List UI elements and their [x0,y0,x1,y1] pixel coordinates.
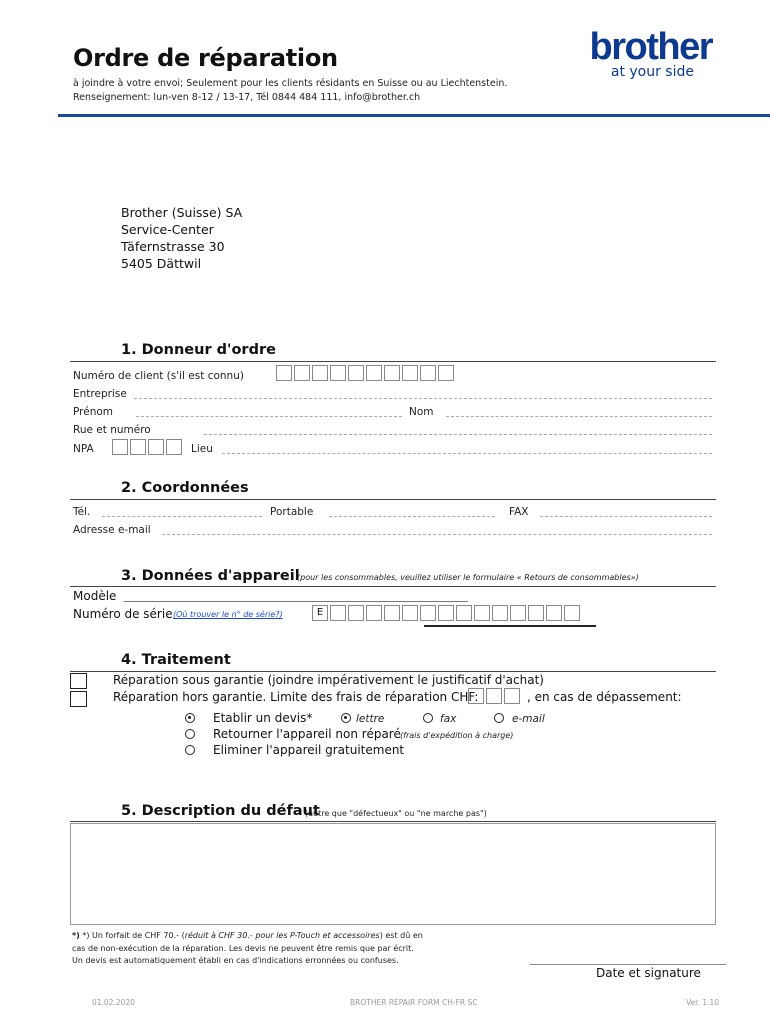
name-label: Nom [409,406,434,418]
npa-boxes[interactable] [112,439,184,458]
company-label: Entreprise [73,388,127,400]
footnote-line1-italic: réduit à CHF 30.- pour les P-Touch et accessoires [184,931,380,940]
serial-prefix: E [312,605,328,621]
exceed-label: , en cas de dépassement: [527,690,682,704]
serial-help-link[interactable]: (Où trouver le n° de série?) [173,610,283,619]
section-4-heading: 4. Traitement [121,652,231,668]
consumables-note: (pour les consommables, veuillez utiliser le formulaire « Retours de consommables») [297,573,639,582]
page-title: Ordre de réparation [73,44,338,72]
email-label: Adresse e-mail [73,524,151,536]
logo-word: brother [589,26,712,68]
email-input[interactable] [162,534,712,535]
return-radio[interactable] [185,729,195,739]
brother-logo [589,26,713,80]
return-label: Retourner l'appareil non réparé [213,727,401,741]
street-input[interactable] [204,434,712,435]
firstname-label: Prénom [73,406,114,418]
name-input[interactable] [446,416,712,417]
company-input[interactable] [134,398,712,399]
address-line: Täfernstrasse 30 [121,239,225,254]
quote-label: Etablir un devis* [213,711,313,725]
address-line: Service-Center [121,222,214,237]
footnote-line1-end: ) est dû en [379,931,423,940]
serial-number-boxes[interactable] [312,605,582,624]
address-line: 5405 Dättwil [121,256,202,271]
signature-line[interactable] [530,964,726,965]
letter-radio[interactable] [341,713,351,723]
recipient-address [121,204,242,272]
serial-label: Numéro de série [73,607,173,621]
firstname-input[interactable] [136,416,402,417]
tel-input[interactable] [102,516,262,517]
warranty-checkbox[interactable] [70,673,87,689]
defect-note: (autre que "défectueux" ou "ne marche pas") [305,809,487,818]
section-1-rule [70,361,716,362]
subtitle-eligibility: à joindre à votre envoi; Seulement pour les clients résidants en Suisse ou au Liechtenstein. [73,78,508,89]
footnote-line2: cas de non-exécution de la réparation. Les devis ne peuvent être remis que par écrit. [72,943,414,953]
footnote-line1: *) Un forfait de CHF 70.- ( [82,931,185,940]
quote-radio[interactable] [185,713,195,723]
section-3-heading: 3. Données d'appareil [121,568,300,584]
footer-form-id: BROTHER REPAIR FORM CH-FR SC [350,998,478,1007]
chf-limit-boxes[interactable] [468,688,522,707]
section-3-rule [70,586,716,587]
defect-description-textarea[interactable] [70,823,716,925]
client-number-boxes[interactable] [276,365,456,384]
fax-radio[interactable] [423,713,433,723]
logo-tagline: at your side [610,64,694,80]
nonwarranty-label: Réparation hors garantie. Limite des frais de réparation CHF: [113,690,479,704]
fax-option-label: fax [440,713,457,725]
section-2-rule [70,499,716,500]
address-line: Brother (Suisse) SA [121,205,243,220]
client-number-label: Numéro de client (s'il est connu) [73,370,244,382]
footer-version: Ver. 1.10 [686,998,720,1007]
subtitle-contact: Renseignement: lun-ven 8-12 / 13-17, Tél 0844 484 111, info@brother.ch [73,92,421,103]
warranty-label: Réparation sous garantie (joindre impérativement le justificatif d'achat) [113,673,544,687]
mobile-label: Portable [270,506,314,518]
section-4-rule [70,671,716,672]
footer-date: 01.02.2020 [92,998,135,1007]
letter-label: lettre [356,713,385,725]
section-5-rule [70,821,716,822]
tel-label: Tél. [73,506,91,518]
email-radio[interactable] [494,713,504,723]
model-input[interactable] [124,601,468,602]
section-2-heading: 2. Coordonnées [121,480,249,496]
email-option-label: e-mail [512,713,545,725]
serial-underline [424,625,596,627]
dispose-label: Eliminer l'appareil gratuitement [213,743,405,757]
fax-label: FAX [509,506,529,518]
section-1-heading: 1. Donneur d'ordre [121,342,276,358]
footnote: *) *) Un forfait de CHF 70.- (réduit à CHF 30.- pour les P-Touch et accessoires) est dû en cas de non-exécution de la réparation. Les devis ne peuvent être remis que par écrit. Un devis est automatiquement établi en cas d'indications erronnées ou confuses. [72,930,423,968]
fax-input[interactable] [540,516,712,517]
city-input[interactable] [222,453,712,454]
city-label: Lieu [191,443,213,455]
mobile-input[interactable] [329,516,495,517]
header-divider [58,114,770,117]
street-label: Rue et numéro [73,424,151,436]
npa-label: NPA [73,443,94,455]
signature-label: Date et signature [596,966,701,980]
nonwarranty-checkbox[interactable] [70,691,87,707]
model-label: Modèle [73,589,117,603]
return-note: (frais d'expédition à charge) [400,731,514,740]
dispose-radio[interactable] [185,745,195,755]
footnote-line3: Un devis est automatiquement établi en cas d'indications erronnées ou confuses. [72,956,399,965]
section-5-heading: 5. Description du défaut [121,803,320,819]
